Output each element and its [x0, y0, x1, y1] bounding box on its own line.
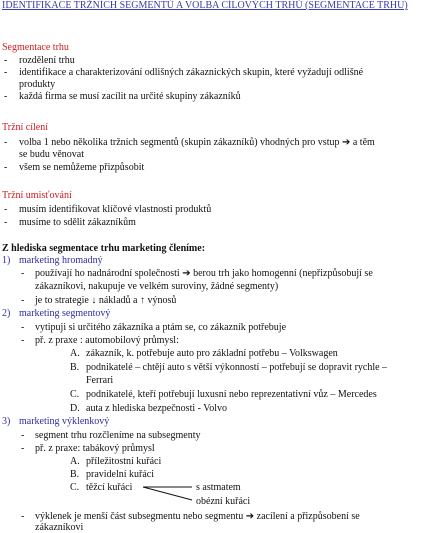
dash: - [21, 295, 25, 306]
page-title: IDENTIFIKACE TRŽNÍCH SEGMENTŮ A VOLBA CÍLOVÝCH TRHŮ (SEGMENTACE TRHU) [2, 0, 408, 11]
sub-item: auta z hlediska bezpečnosti - Volvo [86, 403, 227, 414]
list-item: př. z praxe : automobilový průmysl: [35, 335, 179, 346]
heading-umistovani: Tržní umisťování [2, 190, 72, 201]
sub-letter: A. [70, 456, 80, 467]
list-number: 1) [2, 255, 11, 266]
branch-item: s astmatem [196, 482, 241, 493]
dash: - [4, 162, 8, 173]
sub-item: těžcí kuřáci [86, 482, 133, 493]
sub-letter: A. [70, 348, 80, 359]
list-number: 3) [2, 416, 11, 427]
list-item: výklenek je menší část subsegmentu nebo segmentu ➔ zacílení a přizpůsobení se [35, 511, 360, 522]
dash: - [21, 322, 25, 333]
dash: - [4, 217, 8, 228]
list-item: je to strategie ↓ nákladů a ↑ výnosů [35, 295, 177, 306]
list-item: musíme to sdělit zákazníkům [19, 217, 136, 228]
heading-cileni: Tržní cílení [2, 122, 49, 133]
dash: - [4, 91, 8, 102]
sub-item: příležitostní kuřáci [86, 456, 162, 467]
sub-item: Ferrari [86, 375, 114, 386]
list-number: 2) [2, 308, 11, 319]
list-item: každá firma se musí zacílit na určité skupiny zákazníků [19, 91, 241, 102]
heading-segmentace: Segmentace trhu [2, 42, 69, 53]
dash: - [21, 430, 25, 441]
dash: - [21, 443, 25, 454]
dash: - [21, 511, 25, 522]
list-item: př. z praxe: tabákový průmysl [35, 443, 155, 454]
list-item: produkty [19, 79, 56, 90]
list-item: se budu věnovat [19, 149, 84, 160]
list-item: segment trhu rozčleníme na subsegmenty [35, 430, 201, 441]
sub-letter: D. [70, 403, 80, 414]
list-item: zákazníkovi [35, 522, 84, 533]
dash: - [21, 335, 25, 346]
sub-item: pravidelní kuřáci [86, 469, 155, 480]
sub-item: zákazník, k. potřebuje auto pro základní potřebu – Volkswagen [86, 348, 338, 359]
sub-item: podnikatelé, kteří potřebují luxusní nebo reprezentativní vůz – Mercedes [86, 389, 377, 400]
dash: - [4, 67, 8, 78]
dash: - [4, 204, 8, 215]
list-item: zákazníkovi, nakupuje ve velkém suroviny, žádné segmenty) [35, 281, 279, 292]
sub-letter: C. [70, 389, 80, 400]
subheading-hromadny: marketing hromadný [19, 255, 103, 266]
branch-item: obézní kuřáci [196, 496, 251, 507]
list-item: musím identifikovat klíčové vlastnosti produktů [19, 204, 212, 215]
branch-line-bottom [143, 487, 192, 500]
sub-letter: C. [70, 482, 80, 493]
list-item: volba 1 nebo několika tržních segmentů (skupin zákazníků) vhodných pro vstup ➔ a těm [19, 137, 375, 148]
dash: - [21, 268, 25, 279]
list-item: používají ho nadnárodní společnosti ➔ berou trh jako homogenní (nepřizpůsobují se [35, 268, 373, 279]
sub-item: podnikatelé – chtějí auto s větší výkonností – potřebují se dopravit rychle – [86, 362, 388, 373]
list-item: rozdělení trhu [19, 55, 75, 66]
list-item: identifikace a charakterizování odlišných zákaznických skupin, které vyžadují odlišné [19, 67, 364, 78]
sub-letter: B. [70, 469, 80, 480]
list-item: vytipuji si určitého zákazníka a ptám se, co zákazník potřebuje [35, 322, 287, 333]
sub-letter: B. [70, 362, 80, 373]
list-item: všem se nemůžeme přizpůsobit [19, 162, 145, 173]
heading-clenime: Z hlediska segmentace trhu marketing členíme: [2, 243, 206, 254]
dash: - [4, 137, 8, 148]
dash: - [4, 55, 8, 66]
subheading-vyklenkovy: marketing výklenkový [19, 416, 110, 427]
subheading-segmentovy: marketing segmentový [19, 308, 111, 319]
